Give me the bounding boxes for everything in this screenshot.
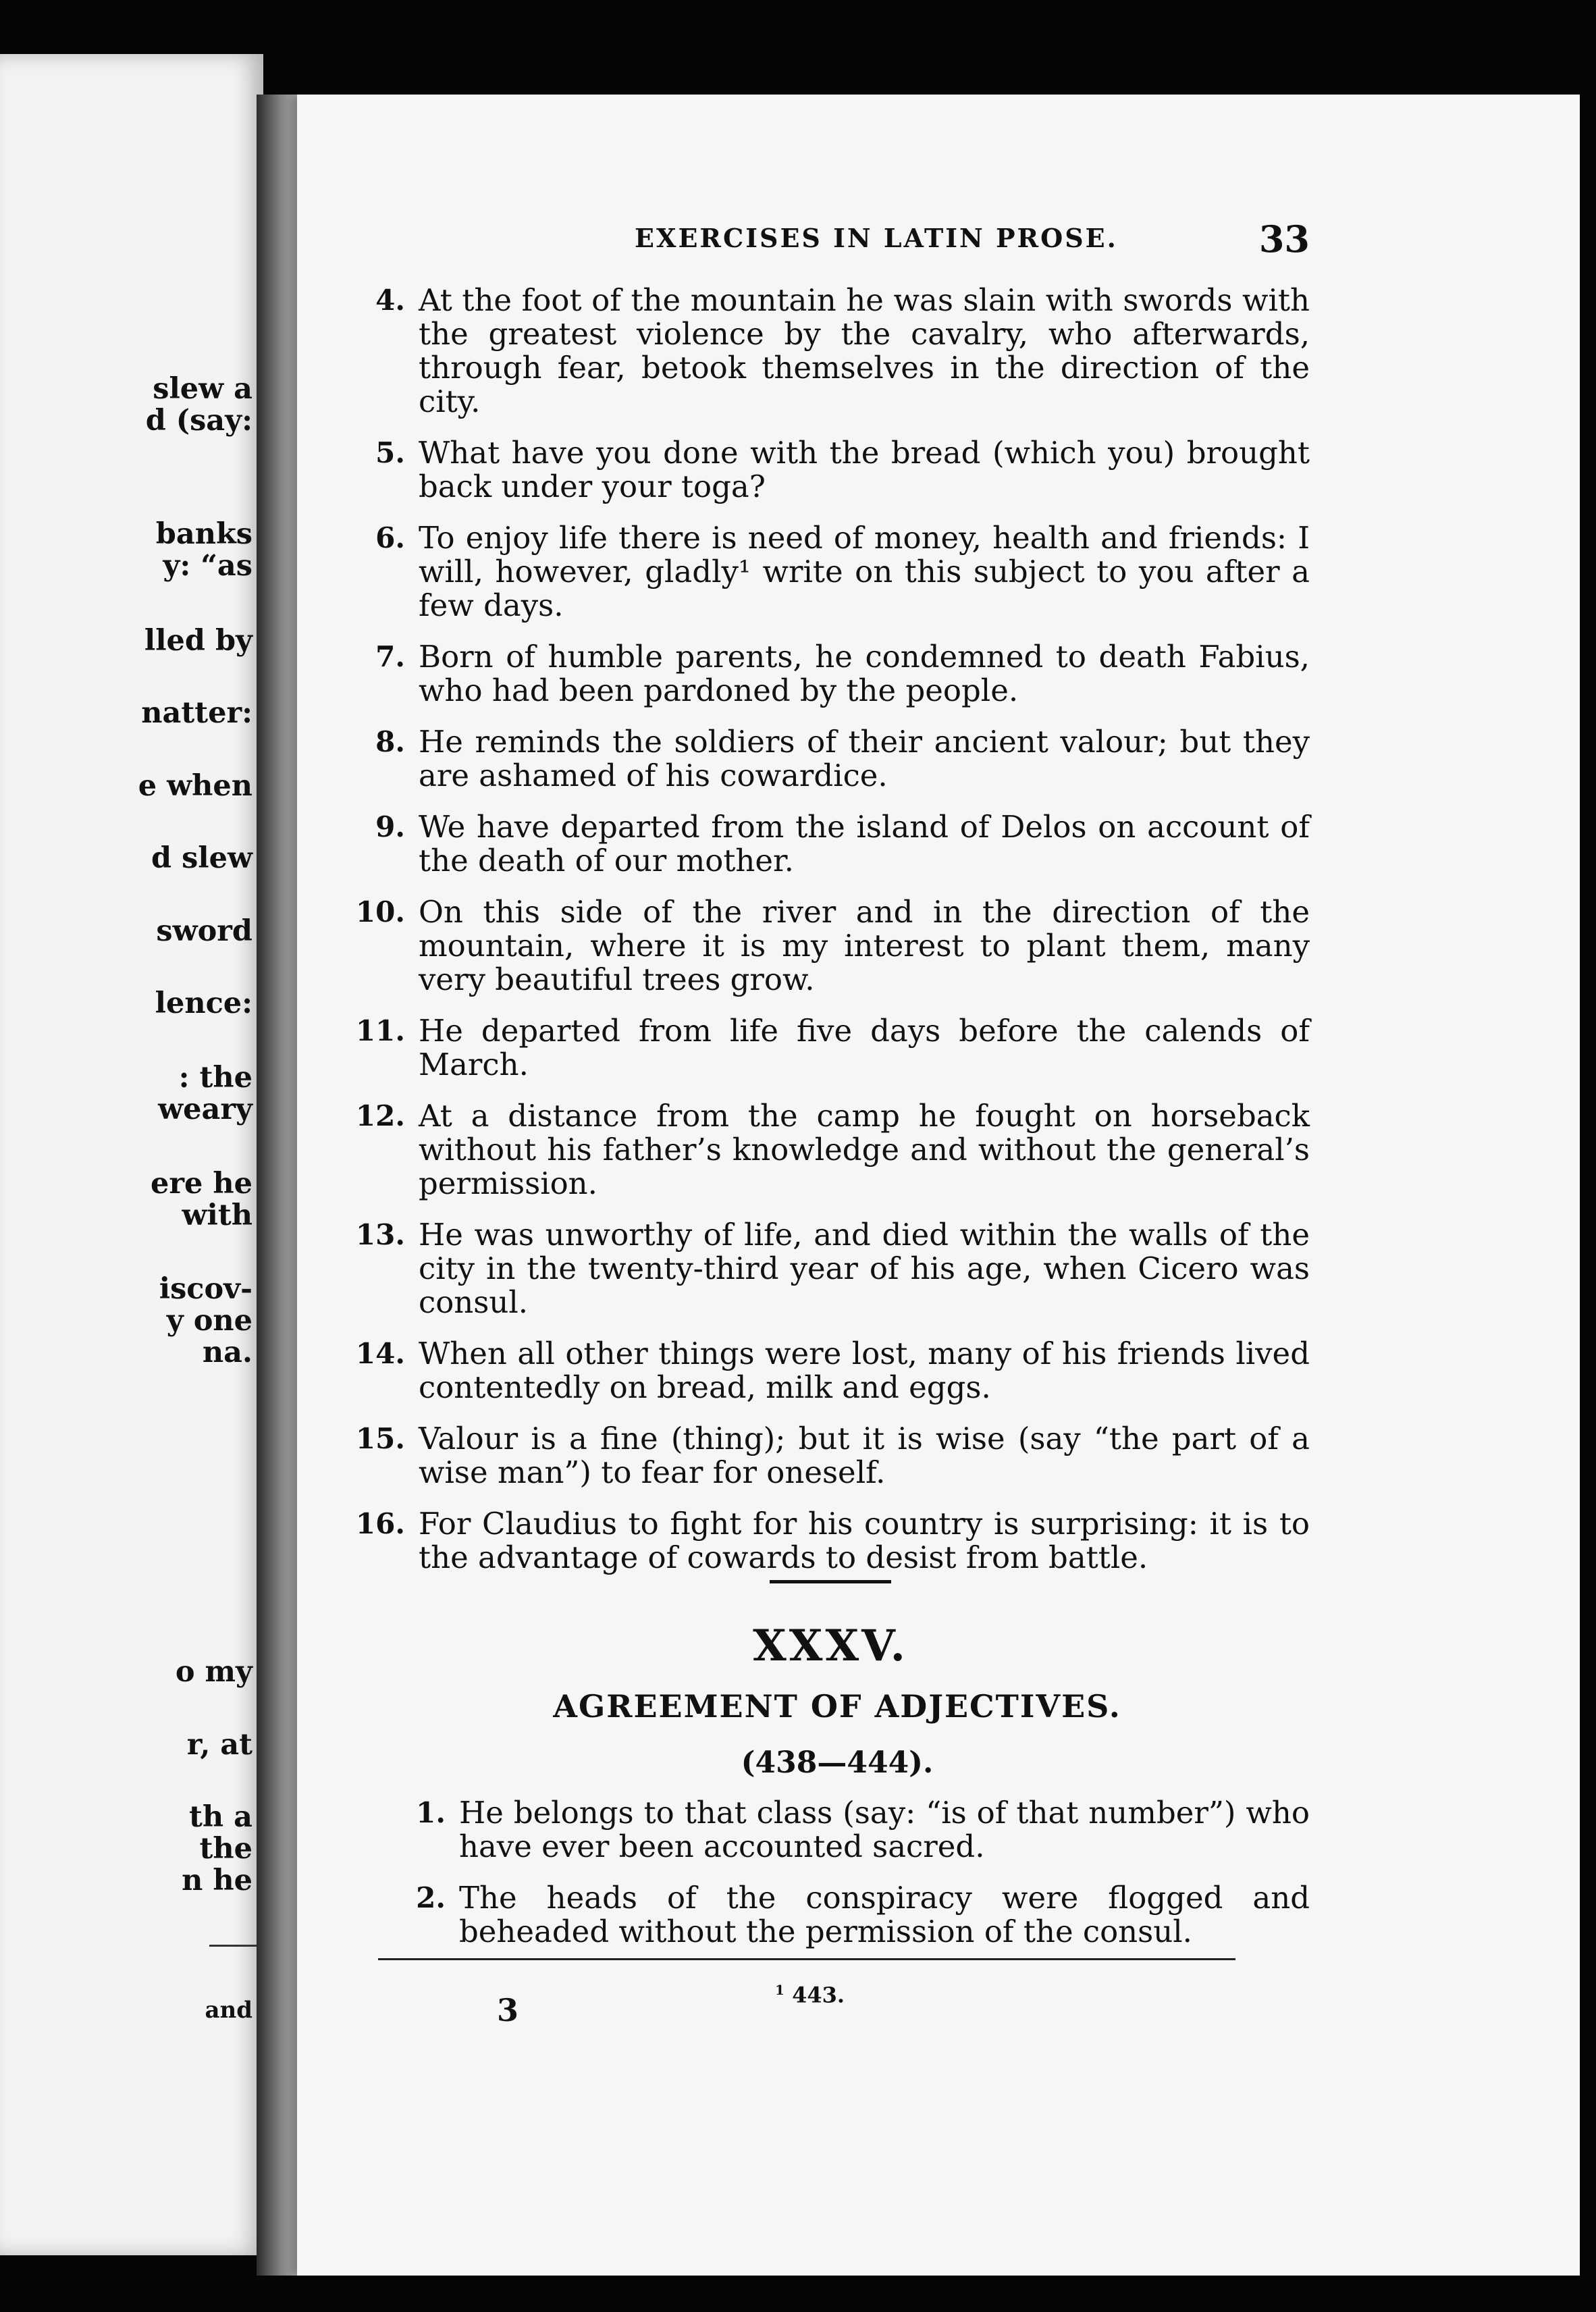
- exercise-number: 15.: [355, 1422, 405, 1455]
- exercise-number: 9.: [375, 810, 405, 843]
- exercise-number: 13.: [355, 1218, 405, 1251]
- left-page-fragment: e when: [138, 769, 252, 803]
- left-page-rule: [209, 1945, 263, 1947]
- exercise-text: On this side of the river and in the direction of the mountain, where it is my interest to plant them, many very beautiful trees grow.: [419, 894, 1310, 997]
- left-page-fragment: the: [199, 1832, 252, 1866]
- left-page-fragment: slew a: [153, 372, 252, 406]
- exercise-text: The heads of the conspiracy were flogged and beheaded without the permission of the consul.: [459, 1880, 1310, 1949]
- exercise-number: 12.: [355, 1099, 405, 1132]
- exercise-item: [375, 282, 1310, 419]
- footnote: [775, 1982, 845, 2008]
- exercise-list: [355, 282, 1310, 1592]
- left-page-fragment: lence:: [155, 987, 252, 1020]
- left-page-fragment: d (say:: [145, 404, 252, 438]
- exercise-item: [375, 724, 1310, 793]
- left-page-fragment: r, at: [186, 1728, 252, 1762]
- exercise-text: We have departed from the island of Delos on account of the death of our mother.: [419, 809, 1310, 878]
- exercise-text: He was unworthy of life, and died within the walls of the city in the twenty-third year of his age, when Cicero was consul.: [419, 1217, 1310, 1320]
- page-number: 33: [1258, 217, 1310, 261]
- exercise-number: 4.: [375, 284, 405, 317]
- footnote-marker: 1: [775, 1982, 784, 1998]
- exercise-item: [375, 639, 1310, 708]
- signature-mark: 3: [497, 1992, 519, 2028]
- left-page-fragment: na.: [202, 1336, 252, 1369]
- exercise-number: 10.: [355, 895, 405, 928]
- left-page-fragment: with: [182, 1199, 252, 1232]
- exercise-list-2: [416, 1795, 1310, 1966]
- left-page-fragment: natter:: [141, 696, 252, 730]
- exercise-item: [375, 520, 1310, 623]
- exercise-item: [416, 1795, 1310, 1864]
- left-page-fragment: weary: [158, 1093, 252, 1126]
- footnote-rule: [378, 1958, 1235, 1960]
- running-title: EXERCISES IN LATIN PROSE.: [635, 223, 1118, 253]
- exercise-item: [375, 435, 1310, 504]
- exercise-item: [355, 1098, 1310, 1201]
- exercise-text: Born of humble parents, he condemned to death Fabius, who had been pardoned by the people.: [419, 639, 1310, 708]
- exercise-number: 5.: [375, 436, 405, 469]
- exercise-number: 6.: [375, 521, 405, 554]
- left-page-fragment: o my: [175, 1655, 252, 1689]
- footnote-text: 443.: [792, 1982, 845, 2008]
- exercise-text: Valour is a fine (thing); but it is wise (say “the part of a wise man”) to fear for oneself.: [419, 1421, 1310, 1490]
- exercise-item: [375, 809, 1310, 878]
- exercise-number: 2.: [416, 1881, 446, 1914]
- section-numeral: XXXV.: [753, 1621, 908, 1671]
- left-page-fragment: : the: [178, 1061, 252, 1095]
- exercise-text: To enjoy life there is need of money, health and friends: I will, however, gladly¹ write on this subject to you after a few days.: [419, 520, 1310, 623]
- exercise-item: [355, 894, 1310, 997]
- left-page-fragment: lled by: [144, 624, 252, 658]
- left-page: [0, 54, 263, 2255]
- exercise-number: 14.: [355, 1337, 405, 1370]
- exercise-text: He departed from life five days before the calends of March.: [419, 1013, 1310, 1082]
- exercise-number: 7.: [375, 640, 405, 673]
- exercise-item: [416, 1880, 1310, 1949]
- left-page-fragment: th a: [189, 1800, 252, 1834]
- section-title: AGREEMENT OF ADJECTIVES.: [553, 1688, 1121, 1725]
- exercise-text: At a distance from the camp he fought on horseback without his father’s knowledge and without the general’s permission.: [419, 1098, 1310, 1201]
- left-page-fragment: n he: [182, 1864, 252, 1897]
- left-page-fragment: and: [205, 1997, 252, 2024]
- left-page-fragment: sword: [156, 914, 252, 948]
- left-page-fragment: y one: [166, 1304, 252, 1338]
- exercise-text: He reminds the soldiers of their ancient valour; but they are ashamed of his cowardice.: [419, 724, 1310, 793]
- left-page-fragment: iscov-: [159, 1272, 252, 1306]
- exercise-item: [355, 1506, 1310, 1575]
- exercise-item: [355, 1217, 1310, 1320]
- left-page-fragment: y: “as: [163, 549, 252, 583]
- exercise-text: At the foot of the mountain he was slain with swords with the greatest violence by the cavalry, who afterwards, through fear, betook themselves in the direction of the city.: [419, 282, 1310, 419]
- exercise-item: [355, 1013, 1310, 1082]
- left-page-fragment: d slew: [151, 841, 252, 875]
- exercise-item: [355, 1421, 1310, 1490]
- section-range: (438—444).: [741, 1745, 934, 1780]
- exercise-item: [355, 1336, 1310, 1405]
- exercise-text: What have you done with the bread (which you) brought back under your toga?: [419, 435, 1310, 504]
- section-divider: [770, 1580, 891, 1583]
- exercise-text: He belongs to that class (say: “is of that number”) who have ever been accounted sacred.: [459, 1795, 1310, 1864]
- exercise-number: 16.: [355, 1507, 405, 1540]
- exercise-text: For Claudius to fight for his country is surprising: it is to the advantage of cowards to desist from battle.: [419, 1506, 1310, 1575]
- exercise-text: When all other things were lost, many of his friends lived contentedly on bread, milk and eggs.: [419, 1336, 1310, 1405]
- exercise-number: 1.: [416, 1796, 446, 1829]
- exercise-number: 11.: [355, 1014, 405, 1047]
- exercise-number: 8.: [375, 725, 405, 758]
- left-page-fragment: ere he: [151, 1167, 252, 1201]
- left-page-fragment: banks: [155, 517, 252, 551]
